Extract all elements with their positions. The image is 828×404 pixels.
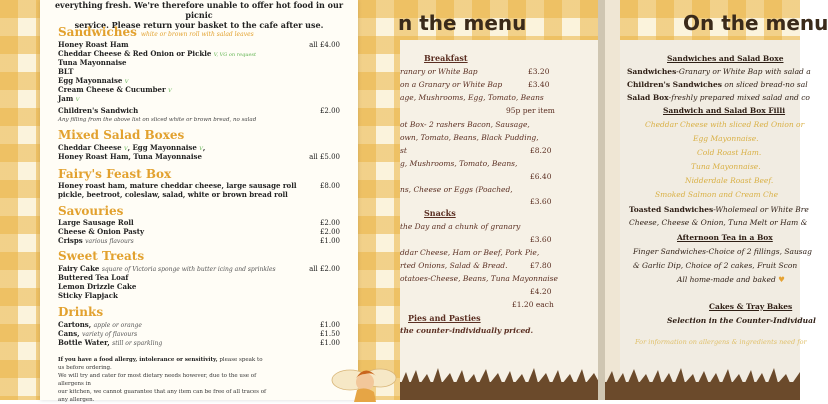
- menu-line: Cheese, Cheese & Onion, Tuna Melt or Ham &: [629, 218, 808, 227]
- feast-box-price: £8.00: [319, 182, 340, 190]
- menu-item: Cartons, apple or orange: [58, 320, 142, 329]
- salad-boxes-heading: Mixed Salad Boxes: [58, 128, 185, 142]
- menu-price: £1.20 each: [512, 300, 554, 309]
- savouries-heading: Savouries: [58, 204, 124, 218]
- item-price: £1.00: [319, 339, 340, 347]
- menu-line: g, Mushrooms, Tomato, Beans,: [400, 159, 518, 168]
- menu-item: Buttered Tea Loaf: [58, 273, 129, 282]
- menu-price: £3.60: [530, 197, 552, 206]
- filling-item: Cheddar Cheese with sliced Red Onion or: [645, 120, 805, 129]
- menu-line: the Day and a chunk of granary: [400, 222, 521, 231]
- menu-line: Children's Sandwiches on sliced bread-no sal: [627, 80, 808, 89]
- menu-item: Honey roast ham, mature cheddar cheese, large sausage roll: [58, 181, 297, 190]
- fillings-heading: Sandwich and Salad Box Filli: [663, 106, 786, 115]
- menu-price: £8.20: [530, 146, 552, 155]
- menu-item: Egg Mayonnaise V: [58, 76, 129, 85]
- filling-item: Smoked Salmon and Cream Che: [655, 190, 779, 199]
- menu-line: Sandwiches-Granary or White Bap with salad a: [627, 67, 811, 76]
- menu-item: Tuna Mayonnaise: [58, 58, 127, 67]
- item-price: £1.00: [319, 237, 340, 245]
- cakes-heading: Cakes & Tray Bakes: [709, 302, 793, 311]
- right-menu-photo: [398, 0, 828, 400]
- menu-line: on a Granary or White Bap: [400, 80, 503, 89]
- pies-note: the counter-individually priced.: [400, 326, 534, 335]
- drinks-heading: Drinks: [58, 305, 104, 319]
- sweet-treats-price: all £2.00: [309, 265, 340, 273]
- filling-item: Nidderdale Roast Beef.: [685, 176, 774, 185]
- menu-item: Cans, variety of flavours: [58, 329, 138, 338]
- menu-item: Crisps various flavours: [58, 236, 134, 245]
- menu-price: £7.80: [530, 261, 552, 270]
- item-price: £1.50: [319, 330, 340, 338]
- pies-heading: Pies and Pasties: [408, 313, 481, 323]
- allergy-notice: If you have a food allergy, intolerance or sensitivity, please speak to us before ordering. We will try and cater for most dietary needs however, due to the use of allergens in our kitchen, we cannot guarantee that any item can be free of all traces of any allergen.: [58, 357, 267, 403]
- menu-banner-title: On the menu: [683, 11, 828, 35]
- filling-item: Cold Roast Ham.: [697, 148, 762, 157]
- grass-border: [400, 352, 600, 400]
- afternoon-tea-heading: Afternoon Tea in a Box: [677, 233, 773, 242]
- menu-item: Children's Sandwich: [58, 106, 139, 115]
- menu-line: rted Onions, Salad & Bread.: [400, 261, 508, 270]
- menu-line: age, Mushrooms, Egg, Tomato, Beans: [400, 93, 544, 102]
- sandwiches-price: all £4.00: [309, 41, 340, 49]
- sandwiches-heading: Sandwiches white or brown roll with salad leaves: [58, 25, 254, 39]
- menu-price: £3.60: [530, 235, 552, 244]
- menu-price: £6.40: [530, 172, 552, 181]
- allergen-note: For information on allergens & ingredients need for: [635, 338, 807, 346]
- cafe-menu-card-left: [400, 0, 600, 400]
- menu-item: Cheddar Cheese & Red Onion or Pickle V, VG on request: [58, 49, 256, 58]
- left-menu-photo: [0, 0, 400, 403]
- menu-line: & Garlic Dip, Choice of 2 cakes, Fruit Scon: [633, 261, 798, 270]
- menu-line: ns, Cheese or Eggs (Poached,: [400, 185, 513, 194]
- menu-price: £4.20: [530, 287, 552, 296]
- breakfast-heading: Breakfast: [424, 53, 468, 63]
- filling-item: Tuna Mayonnaise.: [691, 162, 761, 171]
- menu-line: ddar Cheese, Ham or Beef, Pork Pie,: [400, 248, 540, 257]
- menu-line: All home-made and baked ♥: [677, 275, 785, 284]
- filling-item: Egg Mayonnaise.: [693, 134, 759, 143]
- fairy-illustration: [330, 362, 400, 402]
- menu-item: Honey Roast Ham, Tuna Mayonnaise: [58, 152, 202, 161]
- picnic-menu-card: [40, 0, 358, 403]
- menu-item: Cheese & Onion Pasty: [58, 227, 145, 236]
- card-edge: [605, 0, 620, 400]
- menu-item: pickle, beetroot, coleslaw, salad, white or brown bread roll: [58, 190, 288, 199]
- item-price: £2.00: [319, 219, 340, 227]
- item-price: £1.00: [319, 321, 340, 329]
- menu-line: Toasted Sandwiches-Wholemeal or White Bre: [629, 205, 809, 214]
- menu-item: Cream Cheese & Cucumber V: [58, 85, 172, 94]
- salad-boxes-price: all £5.00: [309, 153, 340, 161]
- menu-item: Honey Roast Ham: [58, 40, 129, 49]
- menu-price: £3.20: [528, 67, 550, 76]
- menu-item: Bottle Water, still or sparkling: [58, 338, 163, 347]
- menu-item: Jam V: [58, 94, 80, 103]
- childrens-note: Any filling from the above list on sliced white or brown bread, no salad: [58, 117, 257, 123]
- menu-line: st: [400, 146, 407, 155]
- feast-box-heading: Fairy's Feast Box: [58, 167, 172, 181]
- cafe-menu-card-right: [605, 0, 828, 400]
- menu-line: Selection in the Counter-Individual: [667, 316, 816, 325]
- menu-item: Lemon Drizzle Cake: [58, 282, 137, 291]
- menu-line: otatoes-Cheese, Beans, Tuna Mayonnaise: [400, 274, 558, 283]
- gingham-border-right: [358, 0, 400, 400]
- menu-item: BLT: [58, 67, 74, 76]
- menu-line: ot Box- 2 rashers Bacon, Sausage,: [400, 120, 530, 129]
- sweet-treats-heading: Sweet Treats: [58, 249, 145, 263]
- sandwich-heading: Sandwiches and Salad Boxe: [667, 54, 784, 63]
- childrens-price: £2.00: [319, 107, 340, 115]
- menu-line: Salad Box-freshly prepared mixed salad and co: [627, 93, 810, 102]
- menu-item: Large Sausage Roll: [58, 218, 134, 227]
- menu-line: own, Tomato, Beans, Black Pudding,: [400, 133, 539, 142]
- menu-price: 95p per item: [506, 106, 555, 115]
- snacks-heading: Snacks: [424, 208, 456, 218]
- grass-border: [605, 352, 800, 400]
- menu-item: Cheddar Cheese V, Egg Mayonnaise V,: [58, 143, 206, 152]
- menu-line: ranary or White Bap: [400, 67, 478, 76]
- menu-item: Fairy Cake square of Victoria sponge with butter icing and sprinkles: [58, 264, 276, 273]
- item-price: £2.00: [319, 228, 340, 236]
- menu-banner-title: n the menu: [398, 11, 527, 35]
- menu-item: Sticky Flapjack: [58, 291, 118, 300]
- menu-line: Finger Sandwiches-Choice of 2 fillings, Sausag: [633, 247, 812, 256]
- intro-text: everything fresh. We're therefore unable to offer hot food in our picnic service. Please return your basket to the cafe after use.: [54, 0, 344, 30]
- gingham-border-left: [0, 0, 40, 400]
- menu-price: £3.40: [528, 80, 550, 89]
